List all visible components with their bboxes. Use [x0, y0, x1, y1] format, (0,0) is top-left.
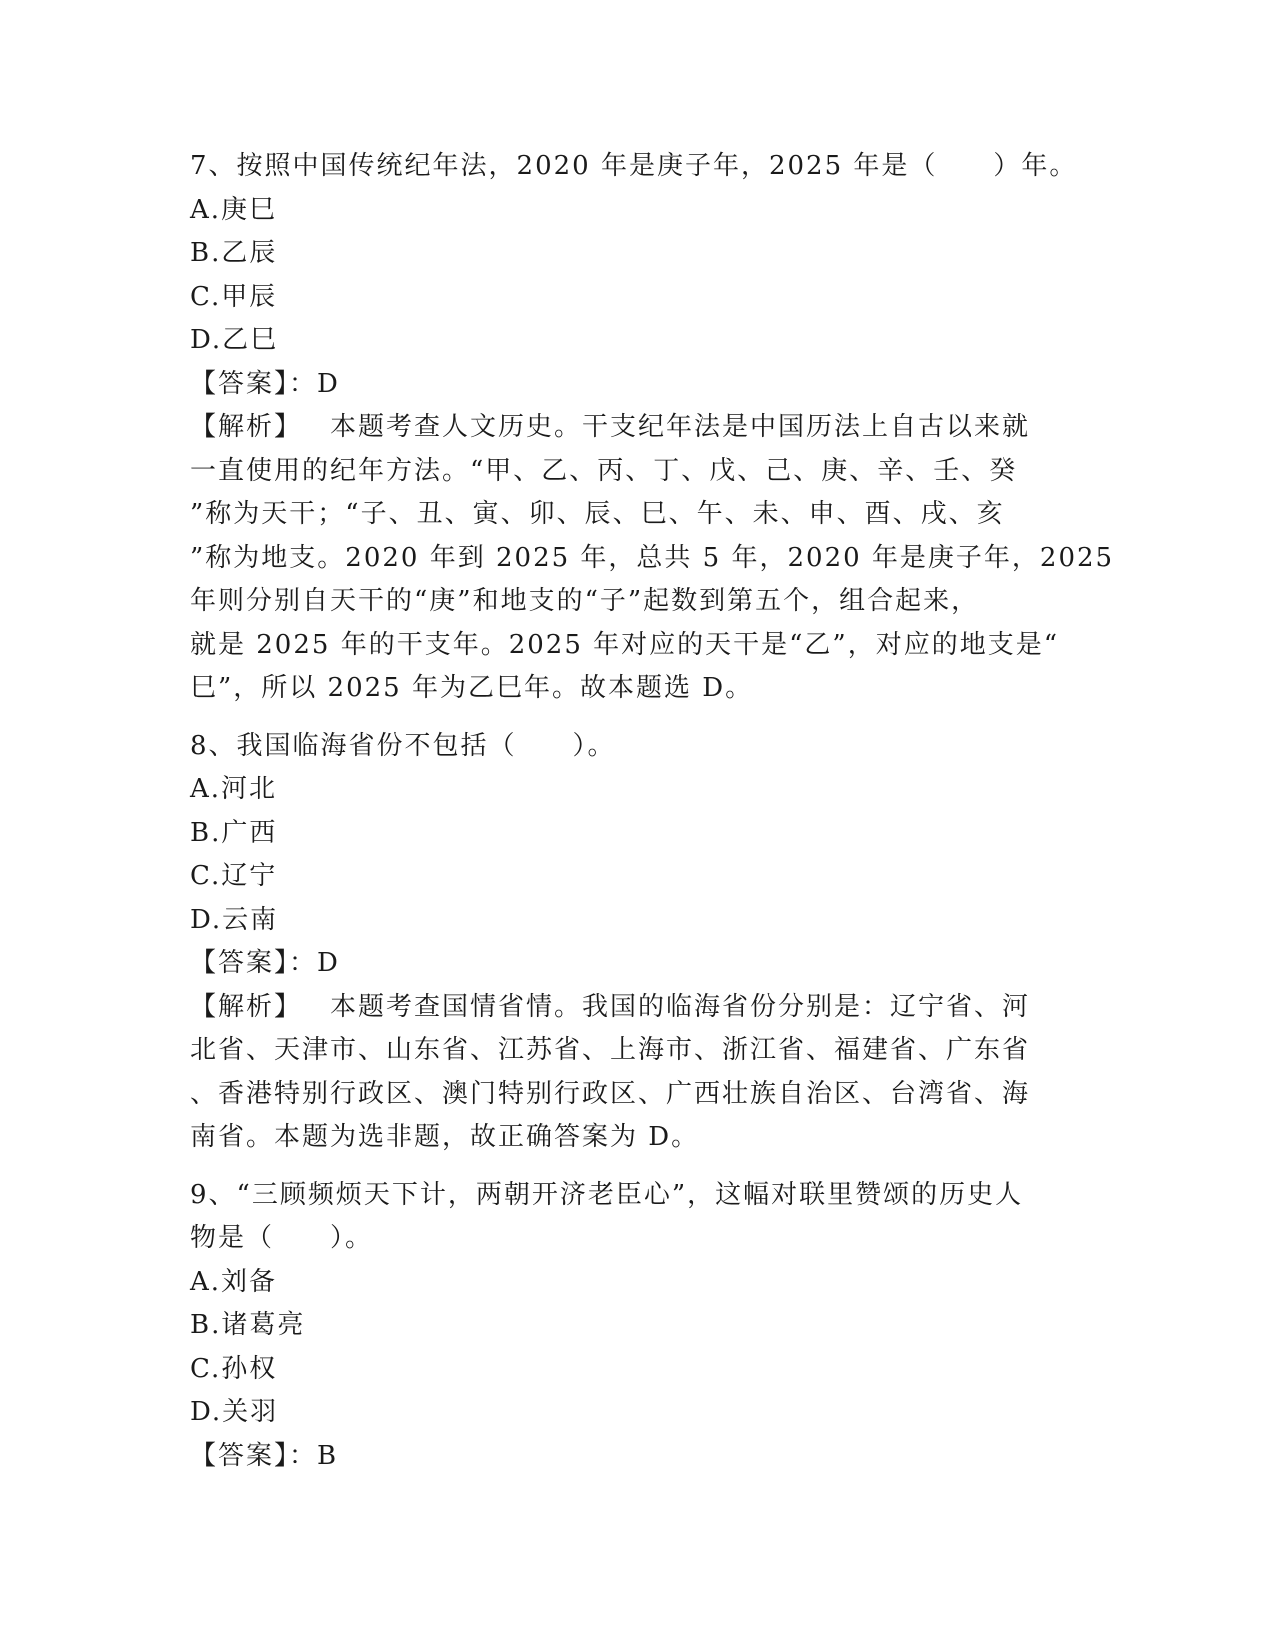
- option-d: D.关羽: [190, 1397, 279, 1427]
- answer-label: 【答案】：: [190, 1440, 318, 1471]
- analysis-text: 本题考查人文历史。干支纪年法是中国历法上自古以来就: [330, 412, 1031, 442]
- option-d: D.云南: [190, 904, 279, 935]
- analysis-line: 北省、天津市、山东省、江苏省、上海市、浙江省、福建省、广东省: [190, 1035, 1031, 1065]
- option-d: D.乙巳: [190, 325, 279, 355]
- answer-line: [190, 363, 1080, 407]
- analysis-line: 、香港特别行政区、澳门特别行政区、广西壮族自治区、台湾省、海: [190, 1078, 1031, 1109]
- analysis-text: 本题考查国情省情。我国的临海省份分别是：辽宁省、河: [330, 991, 1031, 1022]
- answer-label: 【答案】：: [190, 368, 318, 399]
- analysis-line: 一直使用的纪年方法。“甲、乙、丙、丁、戊、己、庚、辛、壬、癸: [190, 455, 1018, 486]
- analysis-line: 南省。本题为选非题，故正确答案为 D。: [190, 1122, 700, 1152]
- option-a: A.刘备: [190, 1266, 278, 1297]
- answer-value: B: [317, 1440, 339, 1471]
- option-a: A.庚巳: [190, 194, 278, 225]
- analysis-line: ”称为地支。2020 年到 2025 年，总共 5 年，2020 年是庚子年，2025: [190, 542, 1115, 573]
- question-7: [190, 145, 1115, 711]
- question-stem: 8、我国临海省份不包括（ ）。: [190, 730, 616, 761]
- question-stem: 9、“三顾频烦天下计，两朝开济老臣心”，这幅对联里赞颂的历史人: [190, 1179, 1024, 1210]
- answer-value: D: [317, 368, 340, 399]
- option-b: B.广西: [190, 817, 278, 848]
- question-9: [190, 1174, 1080, 1479]
- analysis-line: ”称为天干；“子、丑、寅、卯、辰、巳、午、未、申、酉、戌、亥: [190, 499, 1005, 529]
- analysis-label: 【解析】: [190, 412, 303, 442]
- analysis-line: 巳”，所以 2025 年为乙巳年。故本题选 D。: [190, 673, 754, 703]
- analysis-label: 【解析】: [190, 991, 303, 1022]
- analysis-line: [190, 406, 1080, 450]
- question-stem-continued: 物是（ ）。: [190, 1223, 374, 1253]
- document-page: [190, 145, 1115, 1478]
- analysis-line: 年则分别自天干的“庚”和地支的“子”起数到第五个，组合起来，: [190, 586, 980, 616]
- answer-line: [190, 1435, 1080, 1479]
- option-a: A.河北: [190, 774, 278, 804]
- answer-value: D: [317, 948, 340, 978]
- analysis-line: [190, 986, 1080, 1030]
- option-c: C.甲辰: [190, 281, 278, 312]
- option-c: C.孙权: [190, 1353, 278, 1384]
- question-8: [190, 725, 1080, 1160]
- analysis-line: 就是 2025 年的干支年。2025 年对应的天干是“乙”，对应的地支是“: [190, 629, 1060, 660]
- option-c: C.辽宁: [190, 861, 278, 891]
- answer-line: [190, 942, 1080, 986]
- option-b: B.乙辰: [190, 238, 278, 268]
- option-b: B.诸葛亮: [190, 1310, 306, 1340]
- answer-label: 【答案】：: [190, 948, 318, 978]
- question-stem: 7、按照中国传统纪年法，2020 年是庚子年，2025 年是（ ）年。: [190, 151, 1078, 181]
